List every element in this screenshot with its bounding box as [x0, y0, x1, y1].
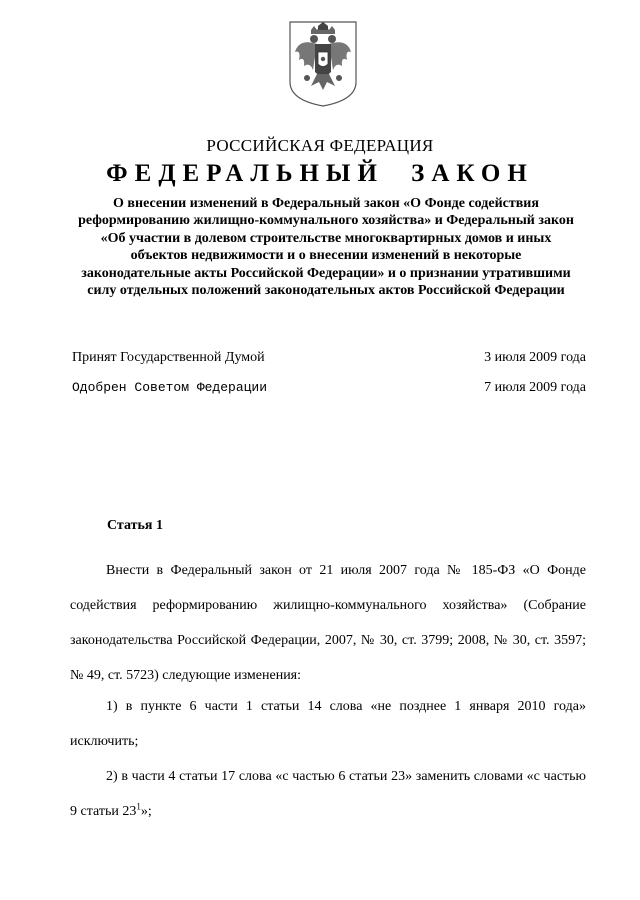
article-heading: Статья 1 — [107, 518, 163, 533]
law-type-heading: ФЕДЕРАЛЬНЫЙ ЗАКОН — [106, 160, 534, 187]
article-paragraph — [70, 553, 586, 693]
article-paragraph — [70, 759, 586, 829]
paragraph-text: Внести в Федеральный закон от 21 июля 2007 года № 185-ФЗ «О Фонде содействия реформированию жилищно-коммунального хозяйства» (Собрание законодательства Российской Федерации, 2007, № 30, ст. 3799; 2008, № 30, ст. 3597; № 49, ст. 5723) следующие изменения: — [70, 563, 586, 683]
paragraph-text: 1) в пункте 6 части 1 статьи 14 слова «не позднее 1 января 2010 года» исключить; — [70, 699, 586, 749]
superscript: 1 — [136, 801, 141, 812]
law-title: О внесении изменений в Федеральный закон «О Фонде содействия реформированию жилищно-коммунального хозяйства» и Федеральный закон «Об участии в долевом строительстве многоквартирных домов и иных объектов недвижимости и о внесении изменений в некоторые законодательные акты Российской Федерации» и о признании утратившими силу отдельных положений законодательных актов Российской Федерации — [78, 196, 574, 299]
duma-date: 3 июля 2009 года — [484, 350, 586, 365]
paragraph-end: »; — [140, 804, 152, 819]
country-heading: РОССИЙСКАЯ ФЕДЕРАЦИЯ — [206, 136, 434, 155]
council-label: Одобрен Советом Федерации — [72, 380, 268, 395]
article-paragraph — [70, 689, 586, 759]
adoption-duma-row — [72, 350, 586, 366]
state-emblem-icon — [287, 20, 359, 108]
council-date: 7 июля 2009 года — [484, 380, 586, 395]
duma-label: Принят Государственной Думой — [72, 350, 265, 365]
paragraph-text: 2) в части 4 статьи 17 слова «с частью 6 статьи 23» заменить словами «с частью 9 статьи 23 — [70, 769, 586, 819]
adoption-council-row — [72, 380, 586, 396]
